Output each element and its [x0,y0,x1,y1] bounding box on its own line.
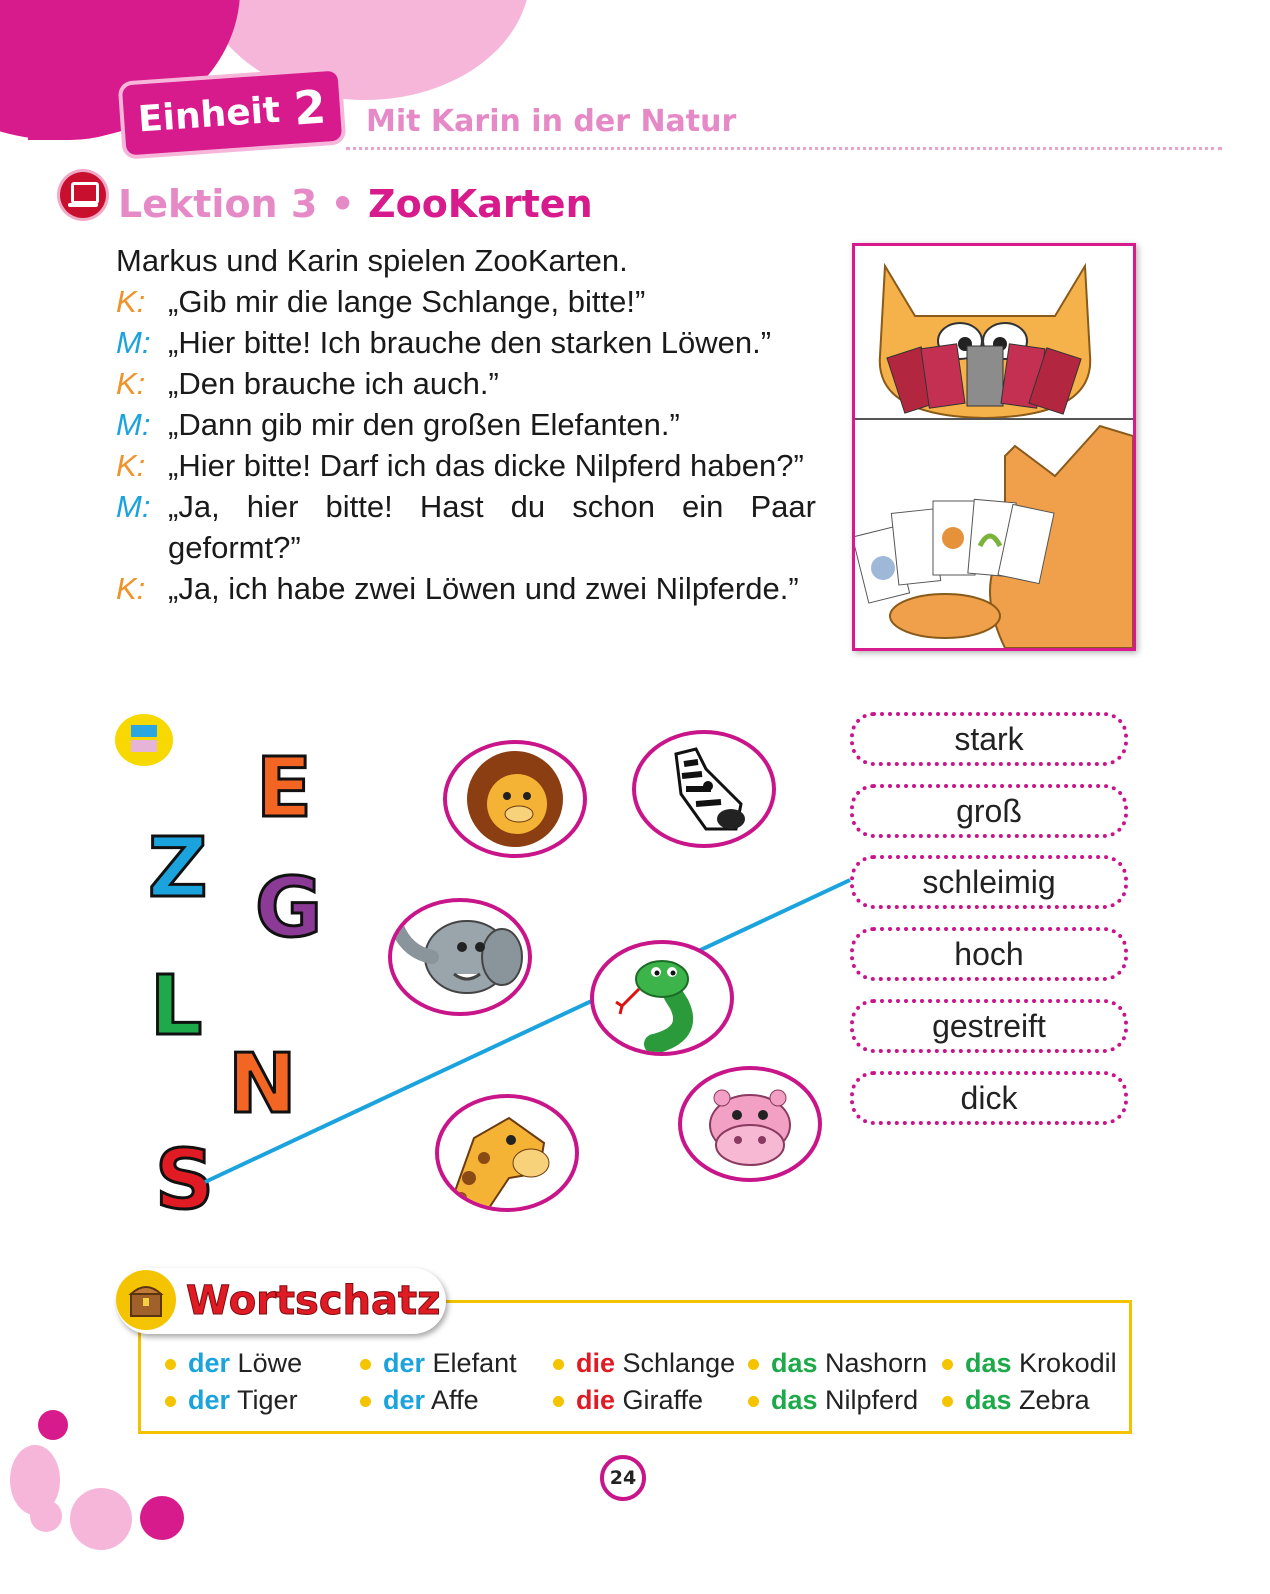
footer-blob [30,1500,62,1532]
vocab-item: der Affe [360,1385,479,1416]
dialog-intro: Markus und Karin spielen ZooKarten. [116,243,628,278]
speaker: K: [116,366,146,401]
letter-z: Z [148,821,208,916]
hippo-picture[interactable] [678,1066,822,1182]
vocab-item: die Giraffe [553,1385,703,1416]
lesson-name: ZooKarten [368,182,593,226]
snake-icon [594,944,730,1052]
word-box-gestreift[interactable]: gestreift [850,999,1128,1053]
dialog-text: „Ja, ich habe zwei Löwen und zwei Nilpferde.” [168,571,799,606]
speaker: K: [116,284,146,319]
hippo-icon [682,1070,818,1178]
dialog-text: „Ja, hier bitte! Hast du schon ein Paar geformt?” [168,489,816,565]
vocab-item: der Tiger [165,1385,298,1416]
footer-dot [140,1496,184,1540]
speaker: M: [116,325,151,360]
dialog-text: „Dann gib mir den großen Elefanten.” [168,407,680,442]
lion-picture[interactable] [443,740,587,858]
zebra-icon [636,734,772,844]
vocab-item: der Löwe [165,1348,302,1379]
unit-word: Einheit [136,89,282,141]
word-box-hoch[interactable]: hoch [850,927,1128,981]
elephant-picture[interactable] [388,898,532,1016]
dialog-text: „Gib mir die lange Schlange, bitte!” [168,284,646,319]
snake-picture[interactable] [590,940,734,1056]
letter-s: S [155,1133,215,1228]
letter-n: N [228,1037,297,1132]
dialog-text: „Hier bitte! Ich brauche den starken Löwen.” [168,325,772,360]
word-box-schleimig[interactable]: schleimig [850,855,1128,909]
elephant-icon [392,902,528,1012]
vocab-item: der Elefant [360,1348,517,1379]
vocab-item: das Nilpferd [748,1385,918,1416]
vocab-item: das Zebra [942,1385,1090,1416]
lesson-prefix: Lektion 3 • [118,182,355,226]
vocab-item: die Schlange [553,1348,735,1379]
dialog-text: „Hier bitte! Darf ich das dicke Nilpferd haben?” [168,448,804,483]
speaker: K: [116,571,146,606]
dialog-text: „Den brauche ich auch.” [168,366,499,401]
lion-icon [447,744,583,854]
giraffe-icon [439,1098,575,1208]
page-number: 24 [600,1455,646,1501]
giraffe-picture[interactable] [435,1094,579,1212]
unit-number: 2 [292,79,328,136]
letter-l: L [150,959,203,1054]
footer-dot [38,1410,68,1440]
zebra-picture[interactable] [632,730,776,848]
vocab-item: das Nashorn [748,1348,927,1379]
treasure-chest-icon [116,1270,176,1330]
word-box-stark[interactable]: stark [850,712,1128,766]
vocabulary-title: Wortschatz [186,1278,441,1324]
speaker: K: [116,448,146,483]
vocab-item: das Krokodil [942,1348,1117,1379]
letter-g: G [255,861,323,956]
word-box-gross[interactable]: groß [850,784,1128,838]
footer-blob [70,1488,132,1550]
letter-e: E [256,741,313,836]
speaker: M: [116,407,151,442]
speaker: M: [116,489,151,524]
word-box-dick[interactable]: dick [850,1071,1128,1125]
unit-title: Mit Karin in der Natur [366,104,737,139]
